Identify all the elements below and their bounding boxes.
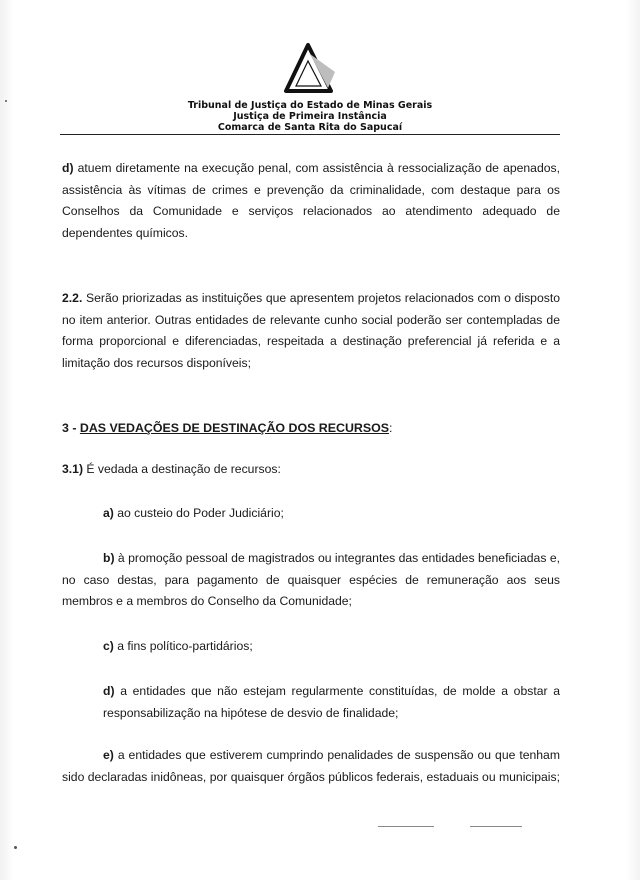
section-text: Serão priorizadas as instituições que apresentem projetos relacionados com o disposto no item anterior. Outras entidades de relevante cunho social poderão ser contempladas de forma proporcional e diferenciadas, respeitada a destinação preferencial já referida e a limitação dos recursos disponíveis;: [62, 291, 560, 370]
item-label: c): [103, 639, 114, 653]
triangle-logo-icon: [281, 42, 339, 94]
list-item-c: [103, 636, 560, 658]
item-text: ao custeio do Poder Judiciário;: [113, 506, 284, 520]
scan-speck: [14, 846, 17, 849]
item-label: e): [103, 748, 114, 762]
paragraph-2-2: [62, 288, 560, 374]
letterhead: [60, 42, 560, 133]
section-label: 2.2.: [62, 291, 83, 305]
list-item-e: [62, 745, 560, 788]
item-text: a fins político-partidários;: [113, 639, 253, 653]
section-suffix: :: [389, 421, 393, 435]
section-title: DAS VEDAÇÕES DE DESTINAÇÃO DOS RECURSOS: [79, 421, 390, 435]
item-text: atuem diretamente na execução penal, com assistência à ressocialização de apenados, assistência às vítimas de crimes e prevenção da criminalidade, com destaque para os Conselhos da Comunidade e serviços relacionados ao atendimento adequado de dependentes químicos.: [62, 161, 560, 240]
list-item-d: [103, 681, 560, 724]
court-instance: Justiça de Primeira Instância: [233, 111, 387, 122]
court-name: Tribunal de Justiça do Estado de Minas Gerais: [187, 100, 433, 111]
section-3-heading: [62, 418, 560, 440]
header-divider: [60, 134, 560, 135]
item-label: b): [103, 551, 115, 565]
section-number: 3 -: [62, 421, 80, 435]
list-item-a: [103, 503, 560, 525]
court-district: Comarca de Santa Rita do Sapucaí: [217, 122, 403, 133]
paragraph-item-d-intro: [62, 158, 560, 244]
scan-speck: [5, 100, 7, 102]
item-label: a): [103, 506, 114, 520]
list-item-b: [62, 548, 560, 613]
item-label: d): [103, 684, 115, 698]
section-label: 3.1): [62, 462, 84, 476]
section-text: É vedada a destinação de recursos:: [83, 462, 281, 476]
signature-mark: [470, 826, 522, 827]
item-label: d): [62, 161, 74, 175]
paragraph-3-1: [62, 459, 560, 481]
item-text: a entidades que não estejam regularmente constituídas, de molde a obstar a responsabilização na hipótese de desvio de finalidade;: [103, 684, 560, 720]
item-text: a entidades que estiverem cumprindo penalidades de suspensão ou que tenham sido declaradas inidôneas, por quaisquer órgãos públicos federais, estaduais ou municipais;: [62, 748, 560, 784]
item-text: à promoção pessoal de magistrados ou integrantes das entidades beneficiadas e, no caso destas, para pagamento de quaisquer espécies de remuneração aos seus membros e a membros do Conselho da Comunidade;: [62, 551, 560, 608]
signature-mark: [378, 826, 434, 827]
